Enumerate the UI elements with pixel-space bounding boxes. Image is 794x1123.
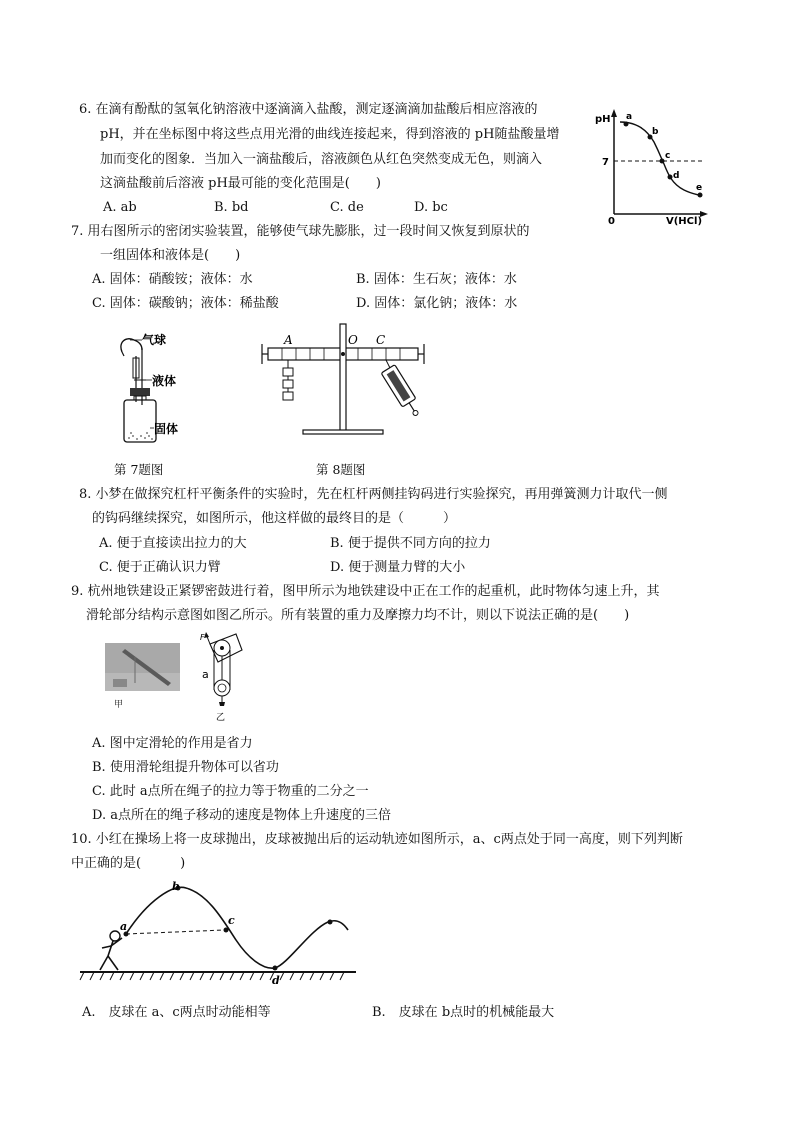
- q6-line-2: pH，并在坐标图中将这些点用光滑的曲线连接起来，得到溶液的 pH随盐酸量增: [100, 127, 560, 142]
- q9-crane-photo: [105, 643, 180, 691]
- q7-option-a: A. 固体：硝酸铵；液体：水: [92, 272, 253, 287]
- q6-ph-graph: [592, 104, 710, 226]
- q10-label-d: d: [272, 974, 280, 987]
- q8-lever-figure: [258, 320, 438, 440]
- q7-option-b: B. 固体：生石灰；液体：水: [356, 272, 517, 287]
- q6-graph-origin: 0: [608, 216, 615, 227]
- q8-line-1: 8. 小梦在做探究杠杆平衡条件的实验时，先在杠杆两侧挂钩码进行实验探究，再用弹簧测力计取代一侧: [79, 487, 668, 502]
- q9-label-jia: 甲: [114, 700, 124, 710]
- q6-line-4: 这滴盐酸前后溶液 pH最可能的变化范围是( ): [100, 176, 381, 191]
- q9-line-2: 滑轮部分结构示意图如图乙所示。所有装置的重力及摩擦力均不计，则以下说法正确的是( ): [86, 608, 630, 623]
- q10-option-a: A. 皮球在 a、c两点时动能相等: [82, 1005, 271, 1020]
- q6-point-d: d: [673, 171, 680, 181]
- q7-label-liquid: 液体: [152, 374, 177, 388]
- q9-line-1: 9. 杭州地铁建设正紧锣密鼓进行着，图甲所示为地铁建设中正在工作的起重机，此时物体匀速上升，其: [71, 584, 660, 599]
- q8-option-a: A. 便于直接读出拉力的大: [99, 536, 247, 551]
- q7-label-solid: 固体: [154, 422, 179, 436]
- q8-label-o: O: [348, 333, 358, 347]
- q7-caption: 第 7题图: [114, 462, 164, 477]
- q8-label-a: A: [284, 333, 293, 347]
- q6-graph-ylabel: pH: [595, 114, 611, 125]
- q9-option-d: D. a点所在的绳子移动的速度是物体上升速度的三倍: [92, 808, 391, 823]
- q6-point-e: e: [696, 183, 703, 193]
- q6-graph-xlabel: V(HCl): [666, 216, 703, 227]
- q9-label-a: a: [202, 668, 209, 681]
- q6-point-c: c: [665, 151, 671, 161]
- q6-line-1: 6. 在滴有酚酞的氢氧化钠溶液中逐滴滴入盐酸，测定逐滴滴加盐酸后相应溶液的: [79, 102, 538, 117]
- q10-trajectory-figure: [78, 880, 358, 990]
- q9-option-b: B. 使用滑轮组提升物体可以省功: [92, 760, 279, 775]
- q9-option-a: A. 图中定滑轮的作用是省力: [92, 736, 253, 751]
- q10-label-a: a: [120, 920, 128, 933]
- q10-option-b: B. 皮球在 b点时的机械能最大: [372, 1005, 555, 1020]
- q8-label-c: C: [376, 333, 386, 347]
- q8-caption: 第 8题图: [316, 462, 366, 477]
- q10-line-1: 10. 小红在操场上将一皮球抛出，皮球被抛出后的运动轨迹如图所示，a、c两点处于同一高度，则下列判断: [71, 832, 683, 847]
- q8-option-c: C. 便于正确认识力臂: [99, 560, 221, 575]
- q10-label-b: b: [172, 880, 180, 893]
- q10-line-2: 中正确的是( ): [71, 856, 186, 871]
- q7-label-balloon: 气球: [142, 333, 167, 347]
- q7-line-2: 一组固体和液体是( ): [100, 248, 241, 263]
- q8-option-d: D. 便于测量力臂的大小: [330, 560, 466, 575]
- q6-point-a: a: [626, 112, 633, 122]
- q9-pulley-diagram: [196, 630, 246, 722]
- q6-option-d: D. bc: [414, 200, 448, 215]
- q9-option-c: C. 此时 a点所在绳子的拉力等于物重的二分之一: [92, 784, 369, 799]
- q6-option-c: C. de: [330, 200, 364, 215]
- q7-apparatus-figure: [112, 330, 192, 445]
- q7-line-1: 7. 用右图所示的密闭实验装置，能够使气球先膨胀，过一段时间又恢复到原状的: [71, 224, 530, 239]
- q8-line-2: 的钩码继续探究，如图所示，他这样做的最终目的是（ ）: [92, 511, 457, 526]
- q9-label-yi: 乙: [216, 713, 226, 723]
- q7-option-d: D. 固体：氯化钠；液体：水: [356, 296, 518, 311]
- q9-label-f: F: [200, 633, 205, 642]
- q6-option-a: A. ab: [103, 200, 137, 215]
- q6-point-b: b: [652, 127, 659, 137]
- q10-label-c: c: [228, 914, 235, 927]
- q6-line-3: 加而变化的图象．当加入一滴盐酸后，溶液颜色从红色突然变成无色，则滴入: [100, 152, 543, 167]
- q6-option-b: B. bd: [214, 200, 249, 215]
- q8-option-b: B. 便于提供不同方向的拉力: [330, 536, 491, 551]
- q7-option-c: C. 固体：碳酸钠；液体：稀盐酸: [92, 296, 279, 311]
- q6-graph-seven: 7: [602, 157, 609, 168]
